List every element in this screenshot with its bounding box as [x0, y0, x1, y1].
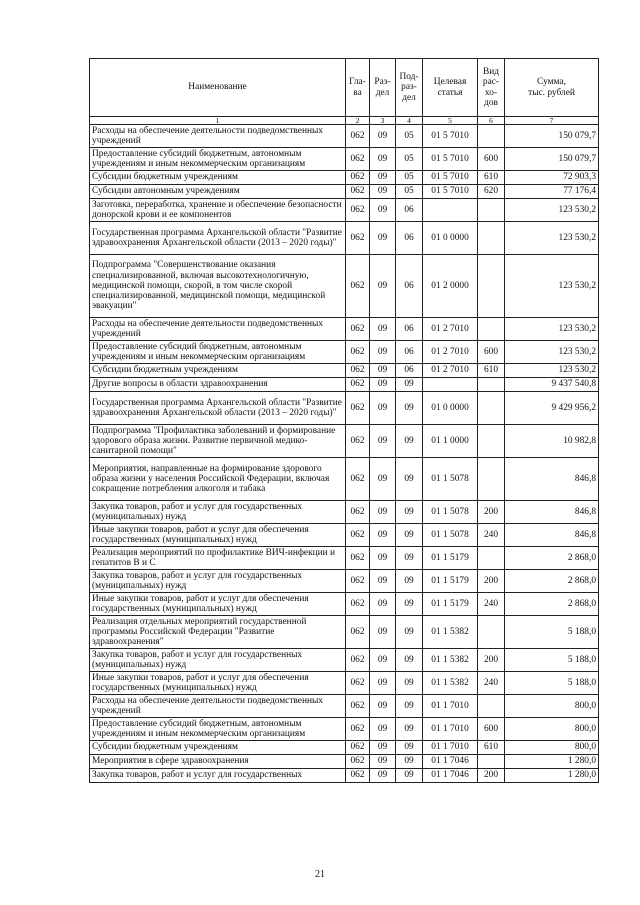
cell-name: Иные закупки товаров, работ и услуг для обеспечения государственных (муниципальных) нужд: [90, 672, 346, 695]
cell-razdel: 09: [370, 341, 396, 364]
cell-razdel: 09: [370, 547, 396, 570]
cell-name: Подпрограмма "Профилактика заболеваний и формирование здорового образа жизни. Развитие первичной медико-санитарной помощи": [90, 425, 346, 458]
cell-sum: 800,0: [505, 741, 599, 755]
cell-podrazdel: 09: [396, 769, 423, 783]
cell-target: 01 5 7010: [423, 148, 478, 171]
cell-name: Заготовка, переработка, хранение и обеспечение безопасности донорской крови и ее компонентов: [90, 199, 346, 222]
cell-glava: 062: [346, 741, 370, 755]
cell-razdel: 09: [370, 185, 396, 199]
cell-razdel: 09: [370, 616, 396, 649]
cell-glava: 062: [346, 547, 370, 570]
table-row: [90, 547, 599, 570]
column-header-name: Наименование: [90, 59, 346, 117]
cell-sum: 9 429 956,2: [505, 392, 599, 425]
table-row: [90, 718, 599, 741]
cell-sum: 10 982,8: [505, 425, 599, 458]
cell-vid: 600: [478, 148, 505, 171]
column-number: 3: [370, 117, 396, 125]
cell-podrazdel: 09: [396, 458, 423, 501]
cell-sum: 800,0: [505, 718, 599, 741]
cell-glava: 062: [346, 755, 370, 769]
cell-sum: 5 188,0: [505, 672, 599, 695]
cell-glava: 062: [346, 769, 370, 783]
cell-target: 01 0 0000: [423, 222, 478, 255]
cell-podrazdel: 09: [396, 695, 423, 718]
table-row: [90, 125, 599, 148]
table-row: [90, 341, 599, 364]
cell-target: 01 1 5078: [423, 458, 478, 501]
column-header-podrazdel: Под- раз- дел: [396, 59, 423, 117]
cell-name: Расходы на обеспечение деятельности подведомственных учреждений: [90, 695, 346, 718]
budget-table: [89, 58, 599, 783]
cell-glava: 062: [346, 125, 370, 148]
cell-podrazdel: 06: [396, 341, 423, 364]
cell-name: Закупка товаров, работ и услуг для государственных (муниципальных) нужд: [90, 570, 346, 593]
table-row: [90, 171, 599, 185]
cell-name: Субсидии бюджетным учреждениям: [90, 364, 346, 378]
cell-podrazdel: 09: [396, 524, 423, 547]
table-row: [90, 318, 599, 341]
table-row: [90, 769, 599, 783]
cell-razdel: 09: [370, 199, 396, 222]
cell-podrazdel: 09: [396, 378, 423, 392]
cell-target: 01 1 5179: [423, 593, 478, 616]
cell-vid: 240: [478, 672, 505, 695]
cell-vid: 600: [478, 341, 505, 364]
cell-target: 01 2 7010: [423, 341, 478, 364]
table-body: [90, 125, 599, 783]
cell-name: Закупка товаров, работ и услуг для государственных: [90, 769, 346, 783]
cell-vid: [478, 222, 505, 255]
cell-razdel: 09: [370, 425, 396, 458]
cell-glava: 062: [346, 364, 370, 378]
cell-razdel: 09: [370, 672, 396, 695]
cell-glava: 062: [346, 672, 370, 695]
cell-sum: 5 188,0: [505, 649, 599, 672]
cell-razdel: 09: [370, 171, 396, 185]
cell-name: Субсидии бюджетным учреждениям: [90, 741, 346, 755]
cell-podrazdel: 09: [396, 616, 423, 649]
cell-name: Иные закупки товаров, работ и услуг для обеспечения государственных (муниципальных) нужд: [90, 593, 346, 616]
cell-vid: 600: [478, 718, 505, 741]
page-number: 21: [315, 869, 325, 880]
cell-razdel: 09: [370, 718, 396, 741]
cell-target: 01 1 7010: [423, 695, 478, 718]
cell-name: Подпрограмма "Совершенствование оказания специализированной, включая высокотехнологичную, медицинской помощи, скорой, в том числе скорой специализированной, медицинской помощи, медицинской эвакуации": [90, 255, 346, 318]
cell-glava: 062: [346, 318, 370, 341]
cell-sum: 77 176,4: [505, 185, 599, 199]
cell-name: Мероприятия, направленные на формирование здорового образа жизни у населения Российской Федерации, включая сокращение потребления алкоголя и табака: [90, 458, 346, 501]
cell-podrazdel: 05: [396, 171, 423, 185]
table-row: [90, 695, 599, 718]
cell-podrazdel: 09: [396, 547, 423, 570]
cell-sum: 123 530,2: [505, 199, 599, 222]
cell-vid: [478, 458, 505, 501]
cell-name: Закупка товаров, работ и услуг для государственных (муниципальных) нужд: [90, 649, 346, 672]
cell-target: [423, 378, 478, 392]
cell-name: Другие вопросы в области здравоохранения: [90, 378, 346, 392]
cell-sum: 123 530,2: [505, 364, 599, 378]
cell-podrazdel: 06: [396, 222, 423, 255]
table-row: [90, 755, 599, 769]
cell-name: Расходы на обеспечение деятельности подведомственных учреждений: [90, 125, 346, 148]
cell-target: 01 5 7010: [423, 185, 478, 199]
cell-podrazdel: 05: [396, 148, 423, 171]
cell-name: Предоставление субсидий бюджетным, автономным учреждениям и иным некоммерческим организациям: [90, 148, 346, 171]
cell-target: 01 1 5179: [423, 570, 478, 593]
cell-name: Закупка товаров, работ и услуг для государственных (муниципальных) нужд: [90, 501, 346, 524]
cell-podrazdel: 09: [396, 425, 423, 458]
cell-glava: 062: [346, 501, 370, 524]
cell-razdel: 09: [370, 148, 396, 171]
table-row: [90, 649, 599, 672]
cell-glava: 062: [346, 695, 370, 718]
column-number: 7: [505, 117, 599, 125]
cell-sum: 123 530,2: [505, 222, 599, 255]
cell-vid: [478, 616, 505, 649]
table-row: [90, 524, 599, 547]
table-row: [90, 741, 599, 755]
cell-podrazdel: 06: [396, 318, 423, 341]
cell-podrazdel: 09: [396, 649, 423, 672]
cell-target: 01 1 5078: [423, 524, 478, 547]
table-row: [90, 378, 599, 392]
table-row: [90, 148, 599, 171]
cell-podrazdel: 09: [396, 593, 423, 616]
cell-target: 01 2 7010: [423, 318, 478, 341]
cell-name: Реализация мероприятий по профилактике ВИЧ-инфекции и гепатитов В и С: [90, 547, 346, 570]
cell-sum: 9 437 540,8: [505, 378, 599, 392]
table-row: [90, 458, 599, 501]
cell-target: 01 1 5078: [423, 501, 478, 524]
cell-vid: [478, 125, 505, 148]
table-row: [90, 672, 599, 695]
cell-podrazdel: 05: [396, 185, 423, 199]
cell-razdel: 09: [370, 570, 396, 593]
cell-target: 01 1 7046: [423, 755, 478, 769]
cell-glava: 062: [346, 171, 370, 185]
cell-target: 01 5 7010: [423, 171, 478, 185]
table-row: [90, 593, 599, 616]
cell-glava: 062: [346, 458, 370, 501]
cell-podrazdel: 09: [396, 501, 423, 524]
column-header-sum: Сумма, тыс. рублей: [505, 59, 599, 117]
cell-target: 01 5 7010: [423, 125, 478, 148]
cell-target: 01 1 7010: [423, 741, 478, 755]
cell-target: 01 1 5179: [423, 547, 478, 570]
cell-sum: 150 079,7: [505, 125, 599, 148]
cell-vid: [478, 392, 505, 425]
column-number: 1: [90, 117, 346, 125]
cell-sum: 72 903,3: [505, 171, 599, 185]
cell-name: Предоставление субсидий бюджетным, автономным учреждениям и иным некоммерческим организациям: [90, 341, 346, 364]
cell-target: 01 0 0000: [423, 392, 478, 425]
cell-sum: 2 868,0: [505, 547, 599, 570]
cell-sum: 846,8: [505, 458, 599, 501]
cell-sum: 1 280,0: [505, 769, 599, 783]
column-header-vid: Вид рас- хо- дов: [478, 59, 505, 117]
column-header-razdel: Раз- дел: [370, 59, 396, 117]
cell-razdel: 09: [370, 125, 396, 148]
table-row: [90, 222, 599, 255]
cell-glava: 062: [346, 425, 370, 458]
table-row: [90, 616, 599, 649]
cell-name: Государственная программа Архангельской области "Развитие здравоохранения Архангельской области (2013 – 2020 годы)": [90, 392, 346, 425]
cell-vid: 200: [478, 501, 505, 524]
cell-glava: 062: [346, 392, 370, 425]
cell-target: 01 1 0000: [423, 425, 478, 458]
cell-name: Расходы на обеспечение деятельности подведомственных учреждений: [90, 318, 346, 341]
cell-razdel: 09: [370, 695, 396, 718]
cell-sum: 123 530,2: [505, 341, 599, 364]
cell-sum: 150 079,7: [505, 148, 599, 171]
cell-name: Предоставление субсидий бюджетным, автономным учреждениям и иным некоммерческим организациям: [90, 718, 346, 741]
cell-razdel: 09: [370, 769, 396, 783]
column-number: 5: [423, 117, 478, 125]
table-row: [90, 570, 599, 593]
cell-razdel: 09: [370, 458, 396, 501]
cell-sum: 800,0: [505, 695, 599, 718]
cell-target: 01 2 7010: [423, 364, 478, 378]
cell-vid: [478, 199, 505, 222]
cell-sum: 846,8: [505, 524, 599, 547]
cell-glava: 062: [346, 255, 370, 318]
cell-target: 01 1 5382: [423, 616, 478, 649]
cell-podrazdel: 05: [396, 125, 423, 148]
cell-glava: 062: [346, 222, 370, 255]
cell-podrazdel: 09: [396, 718, 423, 741]
cell-podrazdel: 09: [396, 570, 423, 593]
cell-vid: [478, 755, 505, 769]
cell-sum: 2 868,0: [505, 593, 599, 616]
cell-sum: 123 530,2: [505, 255, 599, 318]
cell-target: 01 1 7046: [423, 769, 478, 783]
cell-glava: 062: [346, 718, 370, 741]
cell-razdel: 09: [370, 593, 396, 616]
cell-vid: [478, 318, 505, 341]
cell-podrazdel: 09: [396, 672, 423, 695]
cell-vid: 610: [478, 171, 505, 185]
cell-glava: 062: [346, 378, 370, 392]
cell-vid: 200: [478, 649, 505, 672]
table-row: [90, 501, 599, 524]
table-row: [90, 185, 599, 199]
cell-vid: 620: [478, 185, 505, 199]
cell-vid: 240: [478, 593, 505, 616]
table-header-row: [90, 59, 599, 117]
cell-name: Реализация отдельных мероприятий государственной программы Российской Федерации "Развитие здравоохранения": [90, 616, 346, 649]
cell-razdel: 09: [370, 755, 396, 769]
cell-vid: 240: [478, 524, 505, 547]
cell-sum: 123 530,2: [505, 318, 599, 341]
column-header-glava: Гла- ва: [346, 59, 370, 117]
column-numbers-row: [90, 117, 599, 125]
cell-glava: 062: [346, 616, 370, 649]
cell-vid: 610: [478, 741, 505, 755]
cell-name: Мероприятия в сфере здравоохранения: [90, 755, 346, 769]
cell-sum: 1 280,0: [505, 755, 599, 769]
cell-vid: 200: [478, 570, 505, 593]
cell-glava: 062: [346, 185, 370, 199]
table-row: [90, 255, 599, 318]
column-number: 2: [346, 117, 370, 125]
cell-podrazdel: 09: [396, 755, 423, 769]
cell-name: Субсидии бюджетным учреждениям: [90, 171, 346, 185]
cell-razdel: 09: [370, 501, 396, 524]
cell-razdel: 09: [370, 222, 396, 255]
cell-name: Субсидии автономным учреждениям: [90, 185, 346, 199]
cell-glava: 062: [346, 148, 370, 171]
cell-target: 01 1 5382: [423, 672, 478, 695]
cell-razdel: 09: [370, 364, 396, 378]
column-header-target: Целевая статья: [423, 59, 478, 117]
table-row: [90, 392, 599, 425]
cell-razdel: 09: [370, 378, 396, 392]
cell-sum: 846,8: [505, 501, 599, 524]
cell-glava: 062: [346, 593, 370, 616]
cell-vid: [478, 547, 505, 570]
table-row: [90, 199, 599, 222]
column-number: 4: [396, 117, 423, 125]
cell-podrazdel: 09: [396, 392, 423, 425]
cell-name: Государственная программа Архангельской области "Развитие здравоохранения Архангельской области (2013 – 2020 годы)": [90, 222, 346, 255]
cell-vid: [478, 255, 505, 318]
table-row: [90, 364, 599, 378]
cell-vid: 610: [478, 364, 505, 378]
cell-target: 01 2 0000: [423, 255, 478, 318]
cell-target: 01 1 5382: [423, 649, 478, 672]
cell-razdel: 09: [370, 392, 396, 425]
cell-target: 01 1 7010: [423, 718, 478, 741]
cell-razdel: 09: [370, 649, 396, 672]
cell-glava: 062: [346, 341, 370, 364]
cell-vid: [478, 695, 505, 718]
cell-name: Иные закупки товаров, работ и услуг для обеспечения государственных (муниципальных) нужд: [90, 524, 346, 547]
cell-razdel: 09: [370, 255, 396, 318]
cell-podrazdel: 06: [396, 199, 423, 222]
cell-vid: 200: [478, 769, 505, 783]
cell-glava: 062: [346, 524, 370, 547]
cell-podrazdel: 06: [396, 255, 423, 318]
cell-glava: 062: [346, 199, 370, 222]
cell-sum: 5 188,0: [505, 616, 599, 649]
cell-podrazdel: 09: [396, 741, 423, 755]
cell-vid: [478, 425, 505, 458]
budget-table-sheet: [89, 58, 598, 783]
cell-razdel: 09: [370, 318, 396, 341]
cell-sum: 2 868,0: [505, 570, 599, 593]
cell-glava: 062: [346, 570, 370, 593]
cell-podrazdel: 06: [396, 364, 423, 378]
cell-razdel: 09: [370, 741, 396, 755]
column-number: 6: [478, 117, 505, 125]
cell-razdel: 09: [370, 524, 396, 547]
cell-glava: 062: [346, 649, 370, 672]
table-row: [90, 425, 599, 458]
cell-target: [423, 199, 478, 222]
cell-vid: [478, 378, 505, 392]
